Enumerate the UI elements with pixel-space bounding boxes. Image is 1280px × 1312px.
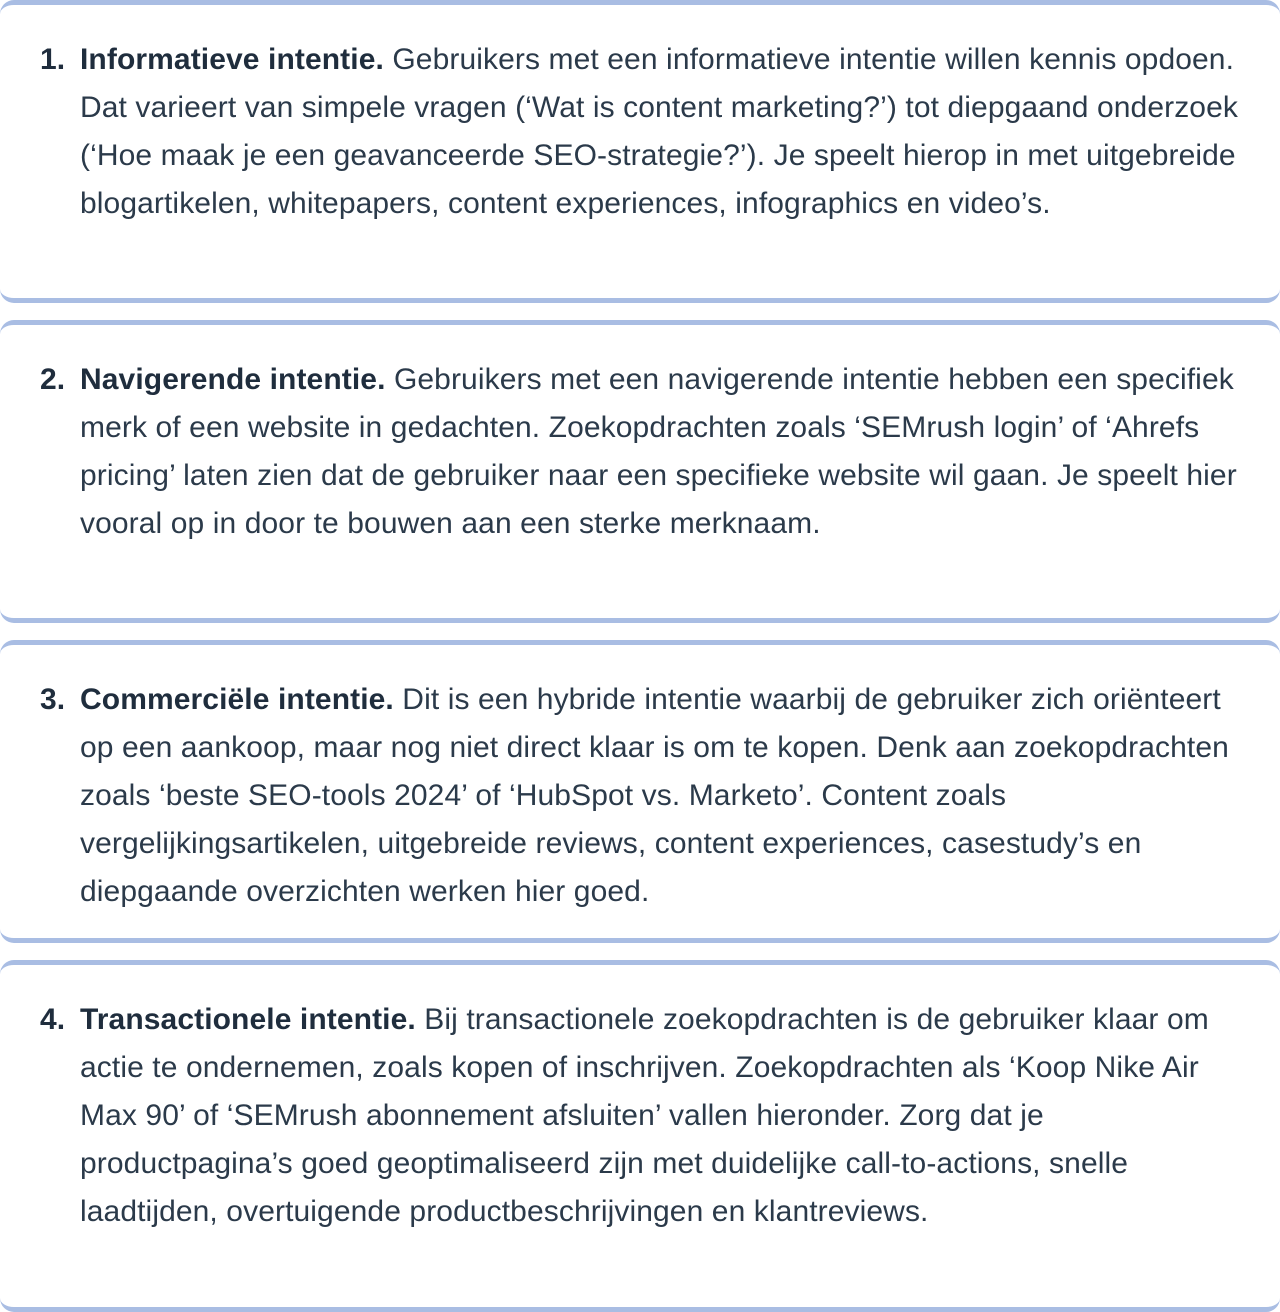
item-title: Transactionele intentie. — [80, 1003, 416, 1036]
item-title: Informatieve intentie. — [80, 43, 384, 76]
item-body: Gebruikers met een informatieve intentie willen kennis opdoen. Dat varieert van simpele vragen (‘Wat is content marketing?’) tot diepgaand onderzoek (‘Hoe maak je een geavanceerde SEO-strategie?’). Je speelt hierop in met uitgebreide blogartikelen, whitepapers, content experiences, infographics en video’s. — [80, 43, 1238, 220]
list-item — [40, 36, 1240, 228]
item-number: 4. — [40, 1003, 66, 1036]
list-item — [40, 996, 1240, 1236]
list-item — [40, 676, 1240, 916]
intent-card-transactional — [0, 960, 1280, 1312]
list-item — [40, 356, 1240, 548]
intent-card-navigational — [0, 320, 1280, 623]
item-text — [80, 996, 1240, 1236]
item-body: Gebruikers met een navigerende intentie hebben een specifiek merk of een website in gedachten. Zoekopdrachten zoals ‘SEMrush login’ of ‘Ahrefs pricing’ laten zien dat de gebruiker naar een specifieke website wil gaan. Je speelt hier vooral op in door te bouwen aan een sterke merknaam. — [80, 363, 1237, 540]
item-body: Dit is een hybride intentie waarbij de gebruiker zich oriënteert op een aankoop, maar nog niet direct klaar is om te kopen. Denk aan zoekopdrachten zoals ‘beste SEO-tools 2024’ of ‘HubSpot vs. Marketo’. Content zoals vergelijkingsartikelen, uitgebreide reviews, content experiences, casestudy’s en diepgaande overzichten werken hier goed. — [80, 683, 1229, 908]
intent-card-informational — [0, 0, 1280, 303]
item-number: 3. — [40, 683, 66, 716]
item-text — [80, 676, 1240, 916]
item-body: Bij transactionele zoekopdrachten is de gebruiker klaar om actie te ondernemen, zoals kopen of inschrijven. Zoekopdrachten als ‘Koop Nike Air Max 90’ of ‘SEMrush abonnement afsluiten’ vallen hieronder. Zorg dat je productpagina’s goed geoptimaliseerd zijn met duidelijke call-to-actions, snelle laadtijden, overtuigende productbeschrijvingen en klantreviews. — [80, 1003, 1209, 1228]
item-text — [80, 356, 1240, 548]
intent-card-commercial — [0, 640, 1280, 943]
item-number: 1. — [40, 43, 66, 76]
item-title: Navigerende intentie. — [80, 363, 386, 396]
item-text — [80, 36, 1240, 228]
item-number: 2. — [40, 363, 66, 396]
item-title: Commerciële intentie. — [80, 683, 394, 716]
